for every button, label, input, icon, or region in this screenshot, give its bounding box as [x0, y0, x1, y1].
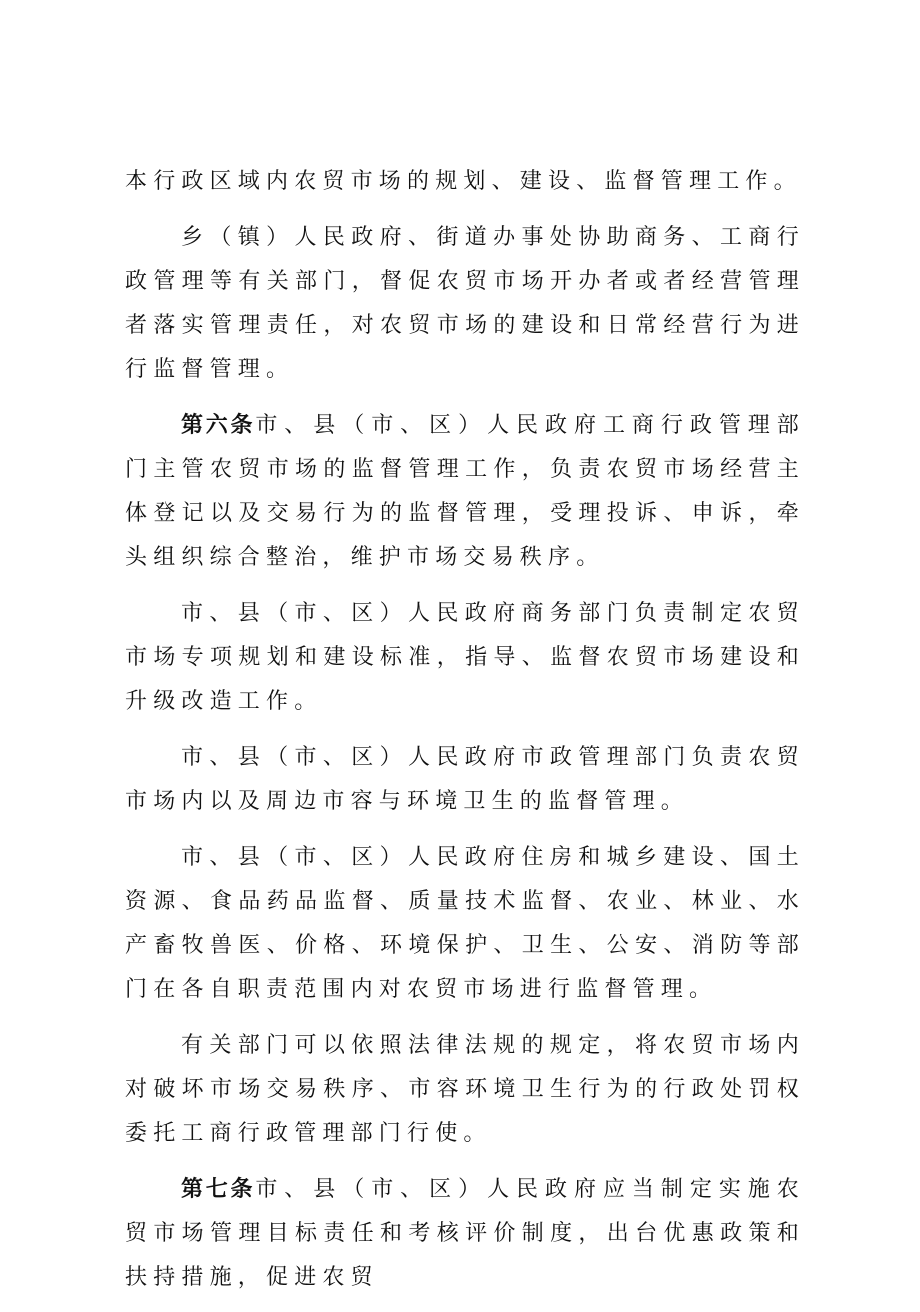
paragraph-text: 市、县（市、区）人民政府工商行政管理部门主管农贸市场的监督管理工作，负责农贸市场经营主体登记以及交易行为的监督管理，受理投诉、申诉，牵头组织综合整治，维护市场交易秩序。: [125, 413, 805, 570]
paragraph: [125, 1024, 805, 1156]
paragraph-text: 乡（镇）人民政府、街道办事处协助商务、工商行政管理等有关部门，督促农贸市场开办者或者经营管理者落实管理责任，对农贸市场的建设和日常经营行为进行监督管理。: [125, 225, 805, 382]
document-body: [125, 160, 805, 1312]
paragraph: [125, 216, 805, 392]
paragraph-text: 市、县（市、区）人民政府应当制定实施农贸市场管理目标责任和考核评价制度，出台优惠政策和扶持措施，促进农贸: [125, 1177, 805, 1290]
paragraph: [125, 736, 805, 824]
paragraph-text: 有关部门可以依照法律法规的规定，将农贸市场内对破坏市场交易秩序、市容环境卫生行为的行政处罚权委托工商行政管理部门行使。: [125, 1033, 805, 1146]
article-heading: 第七条: [181, 1177, 256, 1202]
paragraph-text: 本行政区域内农贸市场的规划、建设、监督管理工作。: [125, 169, 802, 194]
article-heading: 第六条: [181, 413, 256, 438]
paragraph-text: 市、县（市、区）人民政府商务部门负责制定农贸市场专项规划和建设标准，指导、监督农贸市场建设和升级改造工作。: [125, 601, 805, 714]
paragraph-text: 市、县（市、区）人民政府住房和城乡建设、国土资源、食品药品监督、质量技术监督、农业、林业、水产畜牧兽医、价格、环境保护、卫生、公安、消防等部门在各自职责范围内对农贸市场进行监督管理。: [125, 845, 805, 1002]
article-six-paragraph: [125, 404, 805, 580]
paragraph: [125, 160, 805, 204]
paragraph: [125, 592, 805, 724]
paragraph-text: 市、县（市、区）人民政府市政管理部门负责农贸市场内以及周边市容与环境卫生的监督管理。: [125, 745, 805, 814]
paragraph: [125, 836, 805, 1012]
article-seven-paragraph: [125, 1168, 805, 1300]
